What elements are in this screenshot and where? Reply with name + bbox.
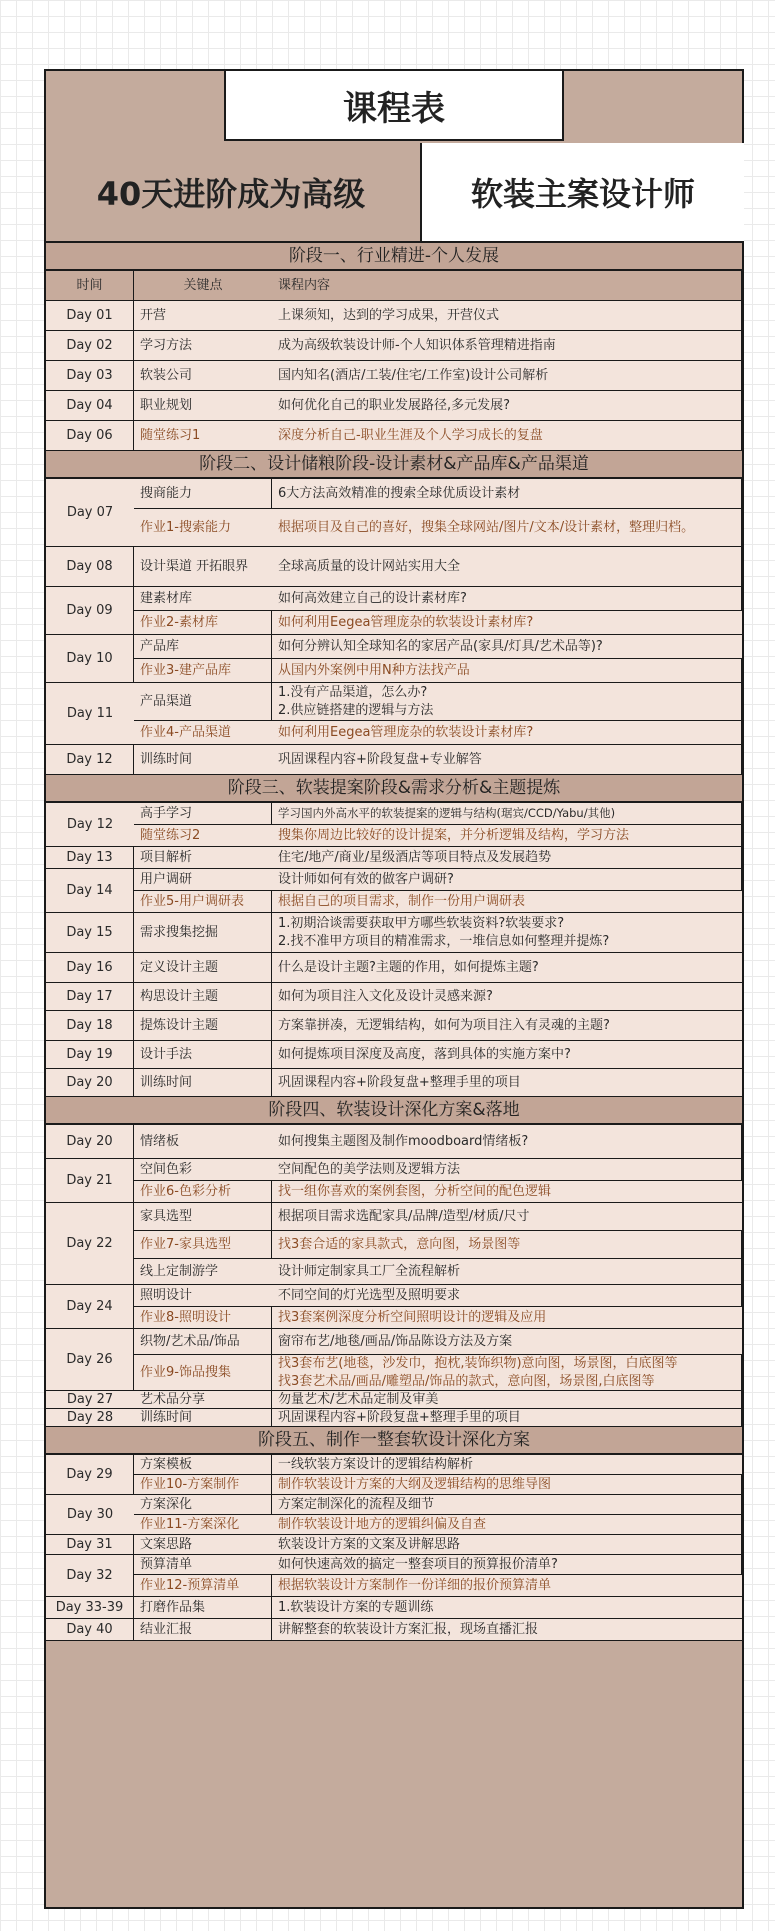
key-point: 产品渠道	[134, 683, 272, 721]
stage-title: 阶段四、软装设计深化方案&落地	[46, 1097, 742, 1125]
stage-title: 阶段五、制作一整套软设计深化方案	[46, 1427, 742, 1455]
key-point: 空间色彩	[134, 1159, 272, 1181]
course-content: 一线软装方案设计的逻辑结构解析	[272, 1455, 742, 1475]
key-point: 作业1-搜索能力	[134, 509, 272, 547]
day-cell: Day 24	[46, 1285, 134, 1329]
key-point: 作业2-素材库	[134, 611, 272, 635]
course-content: 住宅/地产/商业/星级酒店等项目特点及发展趋势	[272, 847, 742, 869]
key-point: 用户调研	[134, 869, 272, 891]
column-header: 关键点	[134, 271, 272, 301]
key-point: 作业10-方案制作	[134, 1475, 272, 1495]
stage-title: 阶段一、行业精进-个人发展	[46, 243, 742, 271]
day-cell: Day 28	[46, 1409, 134, 1427]
key-point: 打磨作品集	[134, 1597, 272, 1619]
course-content: 巩固课程内容+阶段复盘+专业解答	[272, 745, 742, 775]
course-content: 国内知名(酒店/工装/住宅/工作室)设计公司解析	[272, 361, 742, 391]
key-point: 作业3-建产品库	[134, 659, 272, 683]
key-point: 定义设计主题	[134, 953, 272, 983]
key-point: 照明设计	[134, 1285, 272, 1307]
day-cell: Day 40	[46, 1619, 134, 1641]
course-content: 如何快速高效的搞定一整套项目的预算报价清单?	[272, 1555, 742, 1575]
course-content: 如何为项目注入文化及设计灵感来源?	[272, 983, 742, 1011]
day-cell: Day 16	[46, 953, 134, 983]
day-cell: Day 15	[46, 913, 134, 953]
subtitle-left: 40天进阶成为高级	[96, 175, 366, 213]
course-content: 制作软装设计方案的大纲及逻辑结构的思维导图	[272, 1475, 742, 1495]
day-cell: Day 10	[46, 635, 134, 683]
day-cell: Day 33-39	[46, 1597, 134, 1619]
course-content: 从国内外案例中用N种方法找产品	[272, 659, 742, 683]
key-point: 结业汇报	[134, 1619, 272, 1641]
course-content: 如何分辨认知全球知名的家居产品(家具/灯具/艺术品等)?	[272, 635, 742, 659]
day-cell: Day 07	[46, 479, 134, 547]
key-point: 软装公司	[134, 361, 272, 391]
key-point: 作业7-家具选型	[134, 1231, 272, 1259]
course-content: 根据项目需求选配家具/品牌/造型/材质/尺寸	[272, 1203, 742, 1231]
key-point: 作业8-照明设计	[134, 1307, 272, 1329]
course-content: 设计师定制家具工厂全流程解析	[272, 1259, 742, 1285]
course-content: 巩固课程内容+阶段复盘+整理手里的项目	[272, 1069, 742, 1097]
column-header: 课程内容	[272, 271, 742, 301]
key-point: 方案模板	[134, 1455, 272, 1475]
course-content: 找3套案例深度分析空间照明设计的逻辑及应用	[272, 1307, 742, 1329]
day-cell: Day 20	[46, 1069, 134, 1097]
key-point: 学习方法	[134, 331, 272, 361]
stage-title: 阶段二、设计储粮阶段-设计素材&产品库&产品渠道	[46, 451, 742, 479]
course-content: 根据软装设计方案制作一份详细的报价预算清单	[272, 1575, 742, 1597]
day-cell: Day 14	[46, 869, 134, 913]
header	[46, 71, 742, 241]
day-cell: Day 32	[46, 1555, 134, 1597]
course-content: 搜集你周边比较好的设计提案，并分析逻辑及结构，学习方法	[272, 825, 742, 847]
course-content: 如何搜集主题图及制作moodboard情绪板?	[272, 1125, 742, 1159]
day-cell: Day 02	[46, 331, 134, 361]
course-content: 1.没有产品渠道，怎么办? 2.供应链搭建的逻辑与方法	[272, 683, 742, 721]
key-point: 项目解析	[134, 847, 272, 869]
course-content: 学习国内外高水平的软装提案的逻辑与结构(琚宾/CCD/Yabu/其他)	[272, 803, 742, 825]
key-point: 产品库	[134, 635, 272, 659]
key-point: 作业11-方案深化	[134, 1515, 272, 1535]
day-cell: Day 11	[46, 683, 134, 745]
key-point: 作业12-预算清单	[134, 1575, 272, 1597]
course-content: 成为高级软装设计师-个人知识体系管理精进指南	[272, 331, 742, 361]
key-point: 提炼设计主题	[134, 1011, 272, 1041]
day-cell: Day 04	[46, 391, 134, 421]
course-content: 方案靠拼凑，无逻辑结构，如何为项目注入有灵魂的主题?	[272, 1011, 742, 1041]
course-content: 如何优化自己的职业发展路径,多元发展?	[272, 391, 742, 421]
course-content: 软装设计方案的文案及讲解思路	[272, 1535, 742, 1555]
course-content: 1.初期洽谈需要获取甲方哪些软装资料?软装要求? 2.找不准甲方项目的精准需求，一堆信息如何整理并提炼?	[272, 913, 742, 953]
course-content: 1.软装设计方案的专题训练	[272, 1597, 742, 1619]
day-cell: Day 17	[46, 983, 134, 1011]
course-content: 窗帘布艺/地毯/画品/饰品陈设方法及方案	[272, 1329, 742, 1355]
course-content: 巩固课程内容+阶段复盘+整理手里的项目	[272, 1409, 742, 1427]
day-cell: Day 08	[46, 547, 134, 587]
course-content: 全球高质量的设计网站实用大全	[272, 547, 742, 587]
course-content: 勿量艺术/艺术品定制及审美	[272, 1391, 742, 1409]
key-point: 开营	[134, 301, 272, 331]
key-point: 设计手法	[134, 1041, 272, 1069]
schedule-sheet	[44, 69, 744, 1909]
key-point: 情绪板	[134, 1125, 272, 1159]
course-content: 找3套合适的家具款式，意向图，场景图等	[272, 1231, 742, 1259]
key-point: 搜商能力	[134, 479, 272, 509]
course-content: 制作软装设计地方的逻辑纠偏及自查	[272, 1515, 742, 1535]
key-point: 作业4-产品渠道	[134, 721, 272, 745]
day-cell: Day 12	[46, 745, 134, 775]
key-point: 作业6-色彩分析	[134, 1181, 272, 1203]
stage-title: 阶段三、软装提案阶段&需求分析&主题提炼	[46, 775, 742, 803]
course-content: 如何利用Eegea管理庞杂的软装设计素材库?	[272, 611, 742, 635]
key-point: 高手学习	[134, 803, 272, 825]
key-point: 艺术品分享	[134, 1391, 272, 1409]
course-content: 6大方法高效精准的搜索全球优质设计素材	[272, 479, 742, 509]
course-content: 什么是设计主题?主题的作用，如何提炼主题?	[272, 953, 742, 983]
key-point: 设计渠道 开拓眼界	[134, 547, 272, 587]
key-point: 家具选型	[134, 1203, 272, 1231]
key-point: 织物/艺术品/饰品	[134, 1329, 272, 1355]
day-cell: Day 12	[46, 803, 134, 847]
key-point: 文案思路	[134, 1535, 272, 1555]
key-point: 职业规划	[134, 391, 272, 421]
course-content: 如何高效建立自己的设计素材库?	[272, 587, 742, 611]
course-table	[46, 241, 742, 1641]
page-title: 课程表	[224, 69, 564, 141]
day-cell: Day 27	[46, 1391, 134, 1409]
key-point: 构思设计主题	[134, 983, 272, 1011]
day-cell: Day 20	[46, 1125, 134, 1159]
key-point: 随堂练习1	[134, 421, 272, 451]
key-point: 建素材库	[134, 587, 272, 611]
key-point: 方案深化	[134, 1495, 272, 1515]
day-cell: Day 30	[46, 1495, 134, 1535]
day-cell: Day 01	[46, 301, 134, 331]
key-point: 随堂练习2	[134, 825, 272, 847]
day-cell: Day 26	[46, 1329, 134, 1391]
key-point: 训练时间	[134, 1069, 272, 1097]
day-cell: Day 21	[46, 1159, 134, 1203]
key-point: 预算清单	[134, 1555, 272, 1575]
course-content: 如何利用Eegea管理庞杂的软装设计素材库?	[272, 721, 742, 745]
day-cell: Day 29	[46, 1455, 134, 1495]
course-content: 设计师如何有效的做客户调研?	[272, 869, 742, 891]
day-cell: Day 31	[46, 1535, 134, 1555]
day-cell: Day 19	[46, 1041, 134, 1069]
course-content: 空间配色的美学法则及逻辑方法	[272, 1159, 742, 1181]
subtitle-right: 软装主案设计师	[420, 143, 744, 241]
course-content: 根据自己的项目需求，制作一份用户调研表	[272, 891, 742, 913]
day-cell: Day 06	[46, 421, 134, 451]
column-header: 时间	[46, 271, 134, 301]
key-point: 线上定制游学	[134, 1259, 272, 1285]
key-point: 需求搜集挖掘	[134, 913, 272, 953]
day-cell: Day 13	[46, 847, 134, 869]
course-content: 根据项目及自己的喜好，搜集全球网站/图片/文本/设计素材，整理归档。	[272, 509, 742, 547]
key-point: 训练时间	[134, 1409, 272, 1427]
course-content: 如何提炼项目深度及高度，落到具体的实施方案中?	[272, 1041, 742, 1069]
key-point: 作业5-用户调研表	[134, 891, 272, 913]
course-content: 找一组你喜欢的案例套图，分析空间的配色逻辑	[272, 1181, 742, 1203]
key-point: 训练时间	[134, 745, 272, 775]
course-content: 上课须知，达到的学习成果，开营仪式	[272, 301, 742, 331]
day-cell: Day 03	[46, 361, 134, 391]
course-content: 不同空间的灯光选型及照明要求	[272, 1285, 742, 1307]
course-content: 深度分析自己-职业生涯及个人学习成长的复盘	[272, 421, 742, 451]
day-cell: Day 18	[46, 1011, 134, 1041]
day-cell: Day 09	[46, 587, 134, 635]
day-cell: Day 22	[46, 1203, 134, 1285]
key-point: 作业9-饰品搜集	[134, 1355, 272, 1391]
course-content: 方案定制深化的流程及细节	[272, 1495, 742, 1515]
course-content: 找3套布艺(地毯，沙发巾，抱枕,装饰织物)意向图，场景图，白底图等 找3套艺术品/画品/雕塑品/饰品的款式，意向图，场景图,白底图等	[272, 1355, 742, 1391]
course-content: 讲解整套的软装设计方案汇报，现场直播汇报	[272, 1619, 742, 1641]
